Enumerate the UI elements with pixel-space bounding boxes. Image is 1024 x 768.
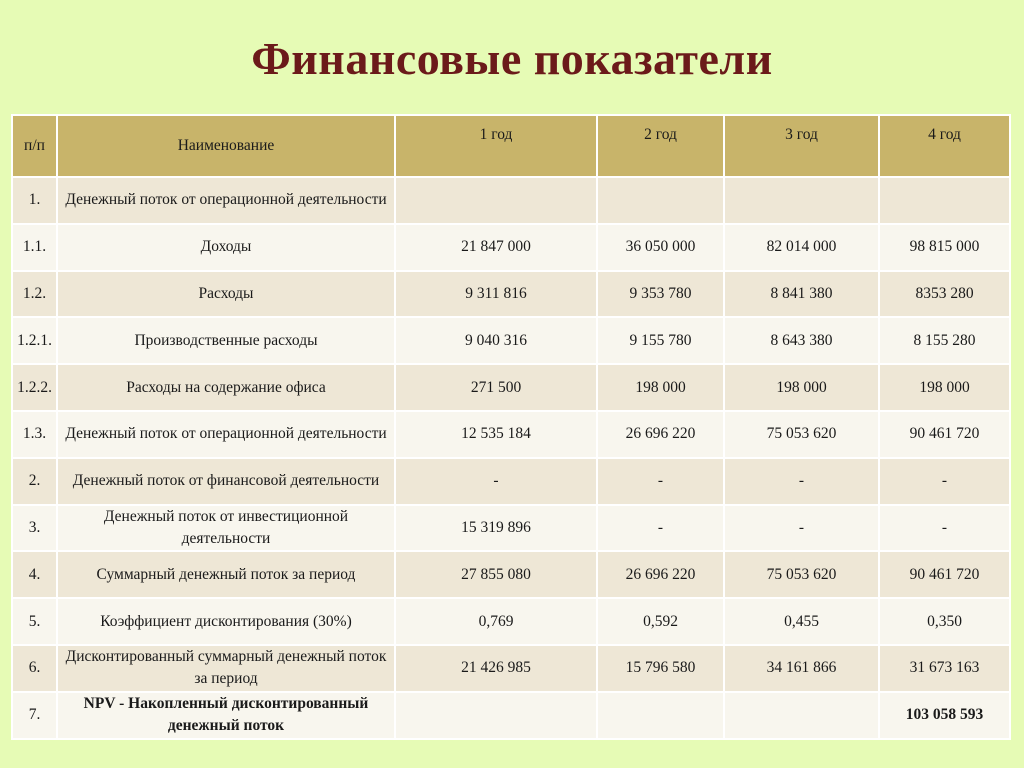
row-year-2: 26 696 220	[597, 551, 724, 598]
row-year-2: 36 050 000	[597, 224, 724, 271]
row-year-4: 90 461 720	[879, 551, 1010, 598]
row-number: 1.2.2.	[12, 364, 57, 411]
row-name: Денежный поток от операционной деятельности	[57, 177, 395, 224]
row-number: 4.	[12, 551, 57, 598]
row-name: Расходы на содержание офиса	[57, 364, 395, 411]
row-number: 1.	[12, 177, 57, 224]
row-year-1: 9 040 316	[395, 317, 597, 364]
row-year-1: 12 535 184	[395, 411, 597, 458]
row-year-4	[879, 177, 1010, 224]
header-year-1: 1 год	[395, 115, 597, 177]
row-name: NPV - Накопленный дисконтированный денежный поток	[57, 692, 395, 739]
row-name: Суммарный денежный поток за период	[57, 551, 395, 598]
row-year-4: 8353 280	[879, 271, 1010, 318]
table-row	[12, 505, 1010, 552]
table-row	[12, 598, 1010, 645]
row-year-2	[597, 177, 724, 224]
header-year-2: 2 год	[597, 115, 724, 177]
row-number: 1.1.	[12, 224, 57, 271]
row-name: Денежный поток от инвестиционной деятельности	[57, 505, 395, 552]
row-year-2	[597, 692, 724, 739]
row-year-3: 75 053 620	[724, 411, 879, 458]
row-number: 1.2.1.	[12, 317, 57, 364]
table-row	[12, 411, 1010, 458]
row-year-1: -	[395, 458, 597, 505]
page-title: Финансовые показатели	[251, 33, 773, 84]
table-row	[12, 364, 1010, 411]
row-year-2: 26 696 220	[597, 411, 724, 458]
row-year-4: 98 815 000	[879, 224, 1010, 271]
table-row	[12, 271, 1010, 318]
row-year-4: 90 461 720	[879, 411, 1010, 458]
row-year-4: 8 155 280	[879, 317, 1010, 364]
row-year-4: 0,350	[879, 598, 1010, 645]
row-year-3: 198 000	[724, 364, 879, 411]
row-year-2: -	[597, 505, 724, 552]
row-year-3: 8 643 380	[724, 317, 879, 364]
row-year-3: -	[724, 505, 879, 552]
row-year-1: 271 500	[395, 364, 597, 411]
table-row	[12, 692, 1010, 739]
row-year-2: 198 000	[597, 364, 724, 411]
row-year-2: 9 353 780	[597, 271, 724, 318]
header-year-3: 3 год	[724, 115, 879, 177]
row-name: Расходы	[57, 271, 395, 318]
row-year-4: -	[879, 505, 1010, 552]
table-row	[12, 551, 1010, 598]
row-year-1: 9 311 816	[395, 271, 597, 318]
table-row	[12, 317, 1010, 364]
row-number: 1.3.	[12, 411, 57, 458]
table-row	[12, 224, 1010, 271]
row-number: 5.	[12, 598, 57, 645]
row-year-4: 103 058 593	[879, 692, 1010, 739]
header-number: п/п	[12, 115, 57, 177]
financial-indicators-table	[11, 114, 1011, 740]
row-name: Доходы	[57, 224, 395, 271]
row-name: Коэффициент дисконтирования (30%)	[57, 598, 395, 645]
row-year-1: 21 426 985	[395, 645, 597, 692]
table-row	[12, 177, 1010, 224]
row-year-3: 34 161 866	[724, 645, 879, 692]
row-year-1: 0,769	[395, 598, 597, 645]
row-name: Дисконтированный суммарный денежный поток за период	[57, 645, 395, 692]
row-year-3	[724, 177, 879, 224]
row-name: Денежный поток от финансовой деятельности	[57, 458, 395, 505]
row-year-1	[395, 692, 597, 739]
row-number: 7.	[12, 692, 57, 739]
row-year-3: 75 053 620	[724, 551, 879, 598]
row-number: 1.2.	[12, 271, 57, 318]
row-year-1: 21 847 000	[395, 224, 597, 271]
row-year-1: 27 855 080	[395, 551, 597, 598]
row-number: 6.	[12, 645, 57, 692]
row-number: 3.	[12, 505, 57, 552]
row-year-2: -	[597, 458, 724, 505]
row-year-3: 82 014 000	[724, 224, 879, 271]
row-name: Производственные расходы	[57, 317, 395, 364]
row-year-3	[724, 692, 879, 739]
row-year-1: 15 319 896	[395, 505, 597, 552]
row-year-3: 0,455	[724, 598, 879, 645]
row-year-3: 8 841 380	[724, 271, 879, 318]
row-year-1	[395, 177, 597, 224]
row-name: Денежный поток от операционной деятельности	[57, 411, 395, 458]
row-year-4: -	[879, 458, 1010, 505]
table-row	[12, 458, 1010, 505]
row-year-3: -	[724, 458, 879, 505]
table-header-row	[12, 115, 1010, 177]
row-year-4: 31 673 163	[879, 645, 1010, 692]
table-row	[12, 645, 1010, 692]
row-year-4: 198 000	[879, 364, 1010, 411]
row-year-2: 15 796 580	[597, 645, 724, 692]
row-year-2: 0,592	[597, 598, 724, 645]
row-number: 2.	[12, 458, 57, 505]
header-year-4: 4 год	[879, 115, 1010, 177]
row-year-2: 9 155 780	[597, 317, 724, 364]
header-name: Наименование	[57, 115, 395, 177]
